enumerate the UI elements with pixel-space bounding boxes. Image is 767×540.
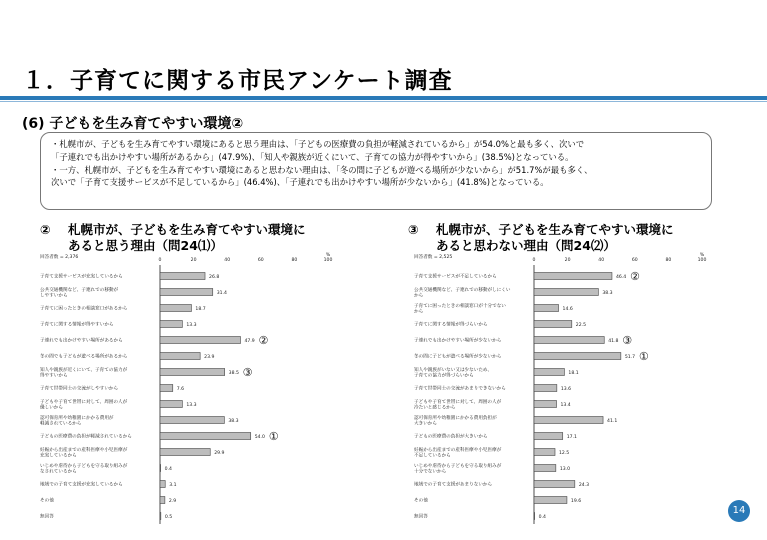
chart-right-respondents: 回答者数 = 2,525 — [414, 255, 453, 260]
chart-left-unit-label: % — [325, 253, 331, 258]
chart-right-value-label: 13.6 — [560, 386, 572, 392]
chart-right-category-label: その他 — [414, 498, 428, 504]
chart-left-bar — [160, 497, 165, 504]
chart-right-heading-line2: あると思わない理由（問24⑵） — [436, 238, 616, 253]
chart-left-category-label: 知人や親族が近くにいて、子育ての協力が得やすいから — [40, 367, 128, 379]
chart-right-tick-label: 0 — [532, 258, 536, 263]
chart-right-category-label: 子育てに関する情報が得づらいから — [414, 322, 488, 328]
chart-right-rank-marker: ① — [638, 350, 649, 363]
chart-left-category-label: 子育てに困ったときの相談窓口があるから — [40, 306, 128, 312]
chart-right-tick-label: 60 — [631, 258, 638, 263]
summary-line: 「子連れでも出かけやすい場所があるから」(47.9%)、「知人や親族が近くにいて、子育ての協力が得やすいから」(38.5%)となっている。 — [51, 151, 574, 162]
chart-right-heading-line1: 札幌市が、子どもを生み育てやすい環境に — [436, 222, 674, 237]
chart-left-bar — [160, 353, 200, 360]
chart-left-category-label: 地域での子育て支援が充実しているから — [40, 482, 123, 488]
chart-left-value-label: 23.9 — [204, 354, 215, 360]
chart-left-bar — [160, 305, 191, 312]
chart-left-value-label: 29.9 — [214, 450, 225, 456]
summary-line: 次いで「子育て支援サービスが不足しているから」(46.4%)、「子連れでも出かけやすい場所が少ないから」(41.8%)となっている。 — [51, 177, 549, 188]
chart-left-heading-number: ② — [40, 222, 51, 237]
chart-right-bar — [534, 385, 557, 392]
chart-right-category-label: 公共交通機関など、子連れでの移動がしにくいから — [414, 287, 511, 299]
chart-left-value-label: 54.0 — [254, 434, 265, 440]
chart-left-bar — [160, 273, 205, 280]
chart-left-value-label: 2.9 — [168, 498, 177, 504]
chart-left-respondents: 回答者数 = 2,376 — [40, 255, 79, 260]
section-title: (6) 子どもを生み育てやすい環境② — [22, 116, 244, 132]
chart-right-bar — [534, 433, 563, 440]
chart-right-tick-label: 80 — [665, 258, 672, 263]
chart-right-value-label: 14.6 — [562, 306, 573, 312]
chart-left-value-label: 0.4 — [164, 466, 172, 472]
chart-left-bar — [160, 321, 182, 328]
chart-right-unit-label: % — [699, 253, 705, 258]
chart-right-heading — [408, 222, 674, 254]
chart-right-value-label: 12.5 — [559, 450, 570, 456]
chart-right-category-label: 子連れでも出かけやすい場所が少ないから — [414, 338, 502, 344]
chart-left — [38, 252, 338, 520]
chart-right-category-label: 子どもの医療費の負担が大きいから — [414, 434, 488, 440]
chart-left-category-label: 子育て支援サービスが充実しているから — [40, 274, 123, 280]
chart-left-category-label: 冬の間でも子どもが遊べる場所があるから — [40, 354, 128, 360]
chart-right-category-label: 地域での子育て支援があまりないから — [414, 482, 493, 488]
chart-left-value-label: 3.1 — [169, 482, 177, 488]
chart-right-value-label: 38.3 — [602, 290, 613, 296]
summary-line: ・札幌市が、子どもを生み育てやすい環境にあると思う理由は、「子どもの医療費の負担が軽減されているから」が54.0%と最も多く、次いで — [51, 139, 585, 149]
chart-left-bar — [160, 337, 240, 344]
chart-right-tick-label: 100 — [697, 258, 707, 263]
chart-right-rank-marker: ② — [629, 270, 640, 283]
chart-right-category-label: 子どもや子育て世帯に対して、周囲の人が冷たいと感じるから — [414, 399, 502, 411]
chart-right-bar — [534, 465, 556, 472]
chart-right-bar — [534, 449, 555, 456]
chart-right-category-label: いじめや虐待から子どもを守る取り組みが十分でないから — [414, 463, 502, 475]
chart-left-category-label: 子連れでも出かけやすい場所があるから — [40, 338, 123, 344]
chart-right-rank-marker: ③ — [622, 334, 633, 347]
chart-left-tick-label: 20 — [190, 258, 197, 263]
chart-left-category-label: 認可保育所や幼稚園にかかる費用が軽減されているから — [40, 415, 114, 427]
chart-right-category-label: 子育て支援サービスが不足しているから — [414, 274, 497, 280]
chart-left-category-label: その他 — [40, 498, 54, 504]
chart-left-rank-marker: ③ — [242, 366, 253, 379]
chart-right-bar — [534, 497, 567, 504]
chart-left-value-label: 7.6 — [176, 386, 185, 392]
chart-left-value-label: 38.5 — [228, 370, 239, 376]
chart-right-bar — [534, 305, 559, 312]
chart-right-category-label: 冬の間に子どもが遊べる場所が少ないから — [414, 354, 502, 360]
chart-right-category-label: 知人や親族がいない又は少ないため、子育ての協力が得づらいから — [414, 367, 492, 379]
page-number-badge: 14 — [728, 500, 750, 522]
chart-left-value-label: 0.5 — [164, 514, 173, 520]
chart-right-bar — [534, 321, 572, 328]
chart-left-bar — [160, 385, 173, 392]
chart-left-category-label: 無回答 — [40, 514, 54, 520]
chart-left-tick-label: 100 — [323, 258, 333, 263]
title-rule — [0, 96, 767, 100]
chart-left-bar — [160, 449, 210, 456]
chart-right-heading-number: ③ — [408, 222, 419, 237]
chart-right-value-label: 19.6 — [570, 498, 582, 504]
chart-left-value-label: 31.4 — [216, 290, 227, 296]
summary-box — [40, 132, 712, 210]
chart-left-value-label: 18.7 — [195, 306, 206, 312]
chart-right-bar — [534, 337, 604, 344]
chart-right-value-label: 41.8 — [608, 338, 619, 344]
chart-left-value-label: 13.3 — [186, 322, 197, 328]
chart-left-value-label: 13.3 — [186, 402, 197, 408]
chart-left-category-label: 子育てに関する情報が得やすいから — [40, 322, 114, 328]
chart-left-bar — [160, 417, 224, 424]
chart-right-value-label: 51.7 — [624, 354, 636, 360]
chart-left-heading-line1: 札幌市が、子どもを生み育てやすい環境に — [68, 222, 306, 237]
chart-right-tick-label: 40 — [598, 258, 605, 263]
chart-left-category-label: 子育て世帯同士の交流がしやすいから — [40, 386, 119, 392]
chart-left-rank-marker: ① — [268, 430, 279, 443]
chart-left-bar — [160, 481, 165, 488]
chart-right-bar — [534, 369, 564, 376]
chart-right-value-label: 0.4 — [538, 514, 546, 520]
chart-left-bar — [160, 369, 225, 376]
chart-right-value-label: 46.4 — [615, 274, 627, 280]
chart-right-bar — [534, 401, 557, 408]
chart-right-value-label: 24.3 — [578, 482, 590, 488]
chart-left-tick-label: 0 — [158, 258, 162, 263]
chart-right-bar — [534, 273, 612, 280]
chart-left-tick-label: 80 — [291, 258, 298, 263]
chart-left-value-label: 38.3 — [228, 418, 239, 424]
chart-left-bar — [160, 465, 161, 472]
chart-left-value-label: 26.8 — [209, 274, 220, 280]
chart-left-tick-label: 40 — [224, 258, 231, 263]
chart-left-rank-marker: ② — [258, 334, 269, 347]
chart-right-bar — [534, 417, 603, 424]
chart-left-value-label: 47.9 — [244, 338, 255, 344]
chart-right-bar — [534, 481, 575, 488]
chart-right-category-label: 認可保育所や幼稚園にかかる費用負担が大きいから — [414, 415, 497, 427]
page-title: １．子育てに関する市民アンケート調査 — [22, 68, 453, 94]
chart-right-category-label: 妊娠から出産までの産科医療や小児医療が不足しているから — [414, 447, 502, 459]
chart-right-value-label: 17.1 — [566, 434, 577, 440]
chart-right-value-label: 18.1 — [568, 370, 579, 376]
summary-line: ・一方、札幌市が、子どもを生み育てやすい環境にあると思わない理由は、「冬の間に子どもが遊べる場所が少ないから」が51.7%が最も多く、 — [51, 164, 593, 175]
chart-left-tick-label: 60 — [257, 258, 264, 263]
chart-left-heading — [40, 222, 306, 254]
chart-left-bar — [160, 401, 182, 408]
chart-left-heading-line2: あると思う理由（問24⑴） — [68, 238, 223, 253]
chart-right — [412, 252, 712, 520]
chart-left-bar — [160, 513, 161, 520]
chart-left-category-label: 子どもの医療費の負担が軽減されているから — [40, 434, 132, 440]
title-rule-thin — [0, 101, 767, 102]
chart-left-category-label: いじめや虐待から子どもを守る取り組みがなされているから — [40, 463, 128, 475]
chart-right-tick-label: 20 — [564, 258, 571, 263]
chart-left-bar — [160, 289, 213, 296]
chart-right-bar — [534, 289, 598, 296]
chart-right-value-label: 13.0 — [559, 466, 571, 472]
chart-right-category-label: 子育てに困ったときの相談窓口が十分でないから — [414, 303, 506, 315]
chart-right-category-label: 無回答 — [414, 514, 428, 520]
chart-right-category-label: 子育て世帯同士の交流があまりできないから — [414, 386, 506, 392]
chart-left-bar — [160, 433, 251, 440]
chart-right-value-label: 22.5 — [575, 322, 587, 328]
chart-left-category-label: 子どもや子育て世帯に対して、周囲の人が優しいから — [40, 399, 128, 411]
chart-right-bar — [534, 513, 535, 520]
chart-left-category-label: 妊娠から出産までの産科医療や小児医療が充実しているから — [40, 447, 128, 459]
chart-right-bar — [534, 353, 621, 360]
chart-left-category-label: 公共交通機関など、子連れでの移動がしやすいから — [40, 287, 119, 299]
chart-right-value-label: 41.1 — [607, 418, 618, 424]
chart-right-value-label: 13.4 — [560, 402, 571, 408]
